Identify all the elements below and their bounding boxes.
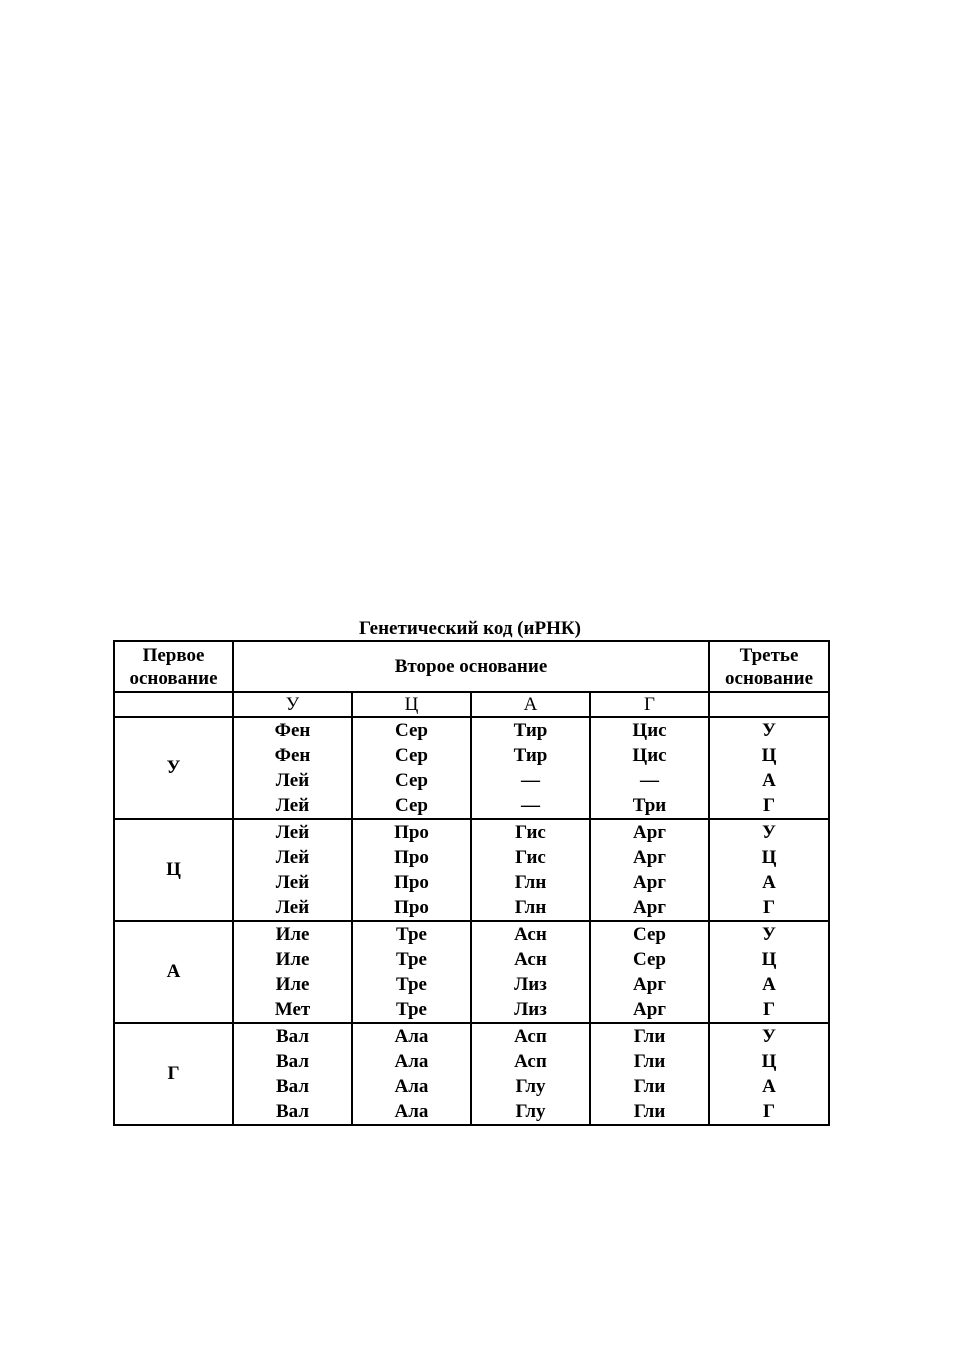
codon-group-row	[114, 1023, 829, 1125]
amino-acid: Гли	[633, 1076, 666, 1097]
amino-acid-cell	[471, 921, 590, 1023]
second-base-label: Г	[590, 692, 709, 717]
amino-acid: Гис	[515, 847, 546, 868]
third-base-label: Г	[762, 897, 776, 918]
amino-acid: Иле	[275, 924, 310, 945]
first-base-header: Первое основание	[114, 641, 233, 692]
amino-acid-cell	[590, 921, 709, 1023]
amino-acid: Лиз	[514, 999, 547, 1020]
amino-acid: Фен	[274, 745, 311, 766]
third-base-label: А	[762, 1076, 776, 1097]
amino-acid: Лей	[275, 847, 310, 868]
amino-acid: Сер	[395, 745, 428, 766]
amino-acid: Гли	[633, 1026, 666, 1047]
second-base-label: Ц	[352, 692, 471, 717]
second-base-label: А	[471, 692, 590, 717]
third-base-cell	[709, 1023, 829, 1125]
third-base-label: У	[762, 1026, 776, 1047]
amino-acid: Лей	[275, 897, 310, 918]
amino-acid: Ала	[394, 1076, 429, 1097]
second-base-header: Второе основание	[233, 641, 709, 692]
third-base-cell	[709, 819, 829, 921]
amino-acid-cell	[352, 1023, 471, 1125]
amino-acid: Тре	[396, 924, 427, 945]
amino-acid: Вал	[276, 1101, 309, 1122]
amino-acid: Сер	[633, 924, 666, 945]
amino-acid: Асп	[514, 1026, 547, 1047]
third-base-label: Ц	[761, 745, 777, 766]
amino-acid-cell	[471, 717, 590, 819]
amino-acid: Тре	[396, 949, 427, 970]
amino-acid: Асн	[514, 924, 547, 945]
amino-acid-cell	[233, 921, 352, 1023]
amino-acid-cell	[471, 1023, 590, 1125]
amino-acid: Сер	[633, 949, 666, 970]
amino-acid: Гис	[515, 822, 546, 843]
amino-acid: Глу	[515, 1076, 546, 1097]
amino-acid: Вал	[276, 1026, 309, 1047]
amino-acid: Про	[394, 872, 429, 893]
amino-acid: Сер	[395, 795, 428, 816]
codon-group-row	[114, 819, 829, 921]
amino-acid: Вал	[276, 1076, 309, 1097]
amino-acid: —	[640, 770, 659, 791]
amino-acid: Лей	[275, 795, 310, 816]
amino-acid: Тре	[396, 974, 427, 995]
amino-acid: Гли	[633, 1101, 666, 1122]
first-base-cell: Г	[114, 1023, 233, 1125]
amino-acid: Арг	[633, 872, 666, 893]
third-base-label: У	[762, 822, 776, 843]
amino-acid: Про	[394, 847, 429, 868]
amino-acid: Вал	[276, 1051, 309, 1072]
amino-acid: Сер	[395, 770, 428, 791]
amino-acid: Асн	[514, 949, 547, 970]
amino-acid: Мет	[274, 999, 311, 1020]
amino-acid: Про	[394, 822, 429, 843]
second-base-row	[114, 692, 829, 717]
amino-acid-cell	[233, 1023, 352, 1125]
third-base-label: Г	[762, 795, 776, 816]
amino-acid-cell	[352, 819, 471, 921]
table-title: Генетический код (иРНК)	[359, 618, 581, 639]
empty-cell	[709, 692, 829, 717]
amino-acid: Ала	[394, 1051, 429, 1072]
amino-acid-cell	[233, 717, 352, 819]
amino-acid: Глн	[514, 897, 547, 918]
third-base-label: Ц	[761, 1051, 777, 1072]
amino-acid: —	[521, 770, 540, 791]
amino-acid: Гли	[633, 1051, 666, 1072]
amino-acid-cell	[590, 1023, 709, 1125]
first-base-cell: Ц	[114, 819, 233, 921]
amino-acid: Арг	[633, 822, 666, 843]
amino-acid: —	[521, 795, 540, 816]
amino-acid-cell	[352, 717, 471, 819]
codon-group-row	[114, 921, 829, 1023]
amino-acid: Фен	[274, 720, 311, 741]
amino-acid: Ала	[394, 1026, 429, 1047]
first-base-cell: А	[114, 921, 233, 1023]
third-base-header: Третье основание	[709, 641, 829, 692]
amino-acid: Ала	[394, 1101, 429, 1122]
amino-acid: Арг	[633, 999, 666, 1020]
amino-acid-cell	[590, 717, 709, 819]
amino-acid-cell	[352, 921, 471, 1023]
third-base-label: Ц	[761, 847, 777, 868]
amino-acid: Тир	[513, 745, 548, 766]
amino-acid-cell	[233, 819, 352, 921]
amino-acid: Лей	[275, 822, 310, 843]
amino-acid-cell	[471, 819, 590, 921]
amino-acid-cell	[590, 819, 709, 921]
amino-acid: Про	[394, 897, 429, 918]
amino-acid: Иле	[275, 949, 310, 970]
amino-acid: Сер	[395, 720, 428, 741]
third-base-cell	[709, 921, 829, 1023]
second-base-label: У	[233, 692, 352, 717]
genetic-code-table	[113, 640, 830, 1126]
amino-acid: Арг	[633, 974, 666, 995]
amino-acid: Тре	[396, 999, 427, 1020]
codon-group-row	[114, 717, 829, 819]
amino-acid: Глн	[514, 872, 547, 893]
amino-acid: Тир	[513, 720, 548, 741]
amino-acid: Иле	[275, 974, 310, 995]
amino-acid: Лей	[275, 770, 310, 791]
third-base-label: Г	[762, 999, 776, 1020]
amino-acid: Арг	[633, 847, 666, 868]
amino-acid: Глу	[515, 1101, 546, 1122]
first-base-cell: У	[114, 717, 233, 819]
third-base-label: А	[762, 872, 776, 893]
third-base-label: У	[762, 924, 776, 945]
amino-acid: Арг	[633, 897, 666, 918]
header-row	[114, 641, 829, 692]
amino-acid: Лиз	[514, 974, 547, 995]
amino-acid: Асп	[514, 1051, 547, 1072]
third-base-label: У	[762, 720, 776, 741]
empty-cell	[114, 692, 233, 717]
third-base-cell	[709, 717, 829, 819]
amino-acid: Цис	[632, 745, 667, 766]
amino-acid: Три	[632, 795, 667, 816]
third-base-label: Ц	[761, 949, 777, 970]
amino-acid: Лей	[275, 872, 310, 893]
third-base-label: Г	[762, 1101, 776, 1122]
amino-acid: Цис	[632, 720, 667, 741]
third-base-label: А	[762, 974, 776, 995]
third-base-label: А	[762, 770, 776, 791]
